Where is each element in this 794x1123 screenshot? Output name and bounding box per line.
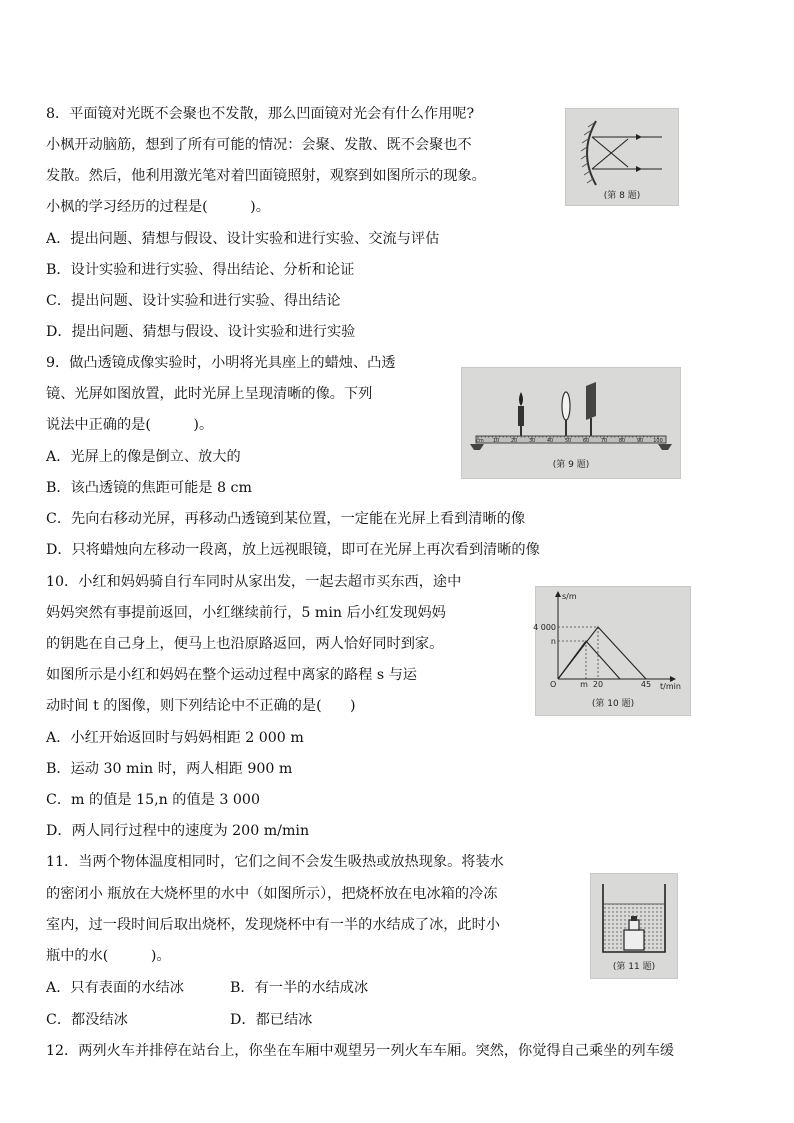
ruler-label-50: 50 — [564, 438, 572, 444]
q8-option-d: D．提出问题、猜想与假设、设计实验和进行实验 — [46, 324, 356, 340]
q9-line-1: 9．做凸透镜成像实验时，小明将光具座上的蜡烛、凸透 — [46, 355, 396, 371]
q9-figure-optical-bench — [461, 367, 681, 479]
q8-line-1: 8．平面镜对光既不会聚也不发散，那么凹面镜对光会有什么作用呢? — [46, 106, 475, 122]
q10-option-b: B．运动 30 min 时，两人相距 900 m — [46, 761, 293, 777]
candle-icon — [518, 392, 524, 436]
q9-option-d: D．只将蜡烛向左移动一段离，放上远视眼镜，即可在光屏上再次看到清晰的像 — [46, 542, 540, 558]
graph-y-tick-4000: 4 000 — [533, 623, 556, 632]
graph-x-tick-20: 20 — [592, 680, 604, 689]
q8-option-c: C．提出问题、设计实验和进行实验、得出结论 — [46, 293, 341, 309]
q9-line-2: 镜、光屏如图放置，此时光屏上呈现清晰的像。下列 — [46, 386, 373, 402]
ruler-label-80: 80 — [618, 438, 626, 444]
q8-line-2: 小枫开动脑筋，想到了所有可能的情况：会聚、发散、既不会聚也不 — [46, 137, 472, 153]
q10-line-4: 如图所示是小红和妈妈在整个运动过程中离家的路程 s 与运 — [46, 667, 417, 683]
ruler-label-30: 30 — [528, 438, 536, 444]
screen-icon — [586, 382, 596, 436]
q8-line-3: 发散。然后，他利用激光笔对着凹面镜照射，观察到如图所示的现象。 — [46, 168, 486, 184]
ruler-label-70: 70 — [600, 438, 608, 444]
q8-figure-caption: (第 8 题) — [603, 191, 641, 201]
graph-y-axis-label: s/m — [562, 592, 577, 601]
graph-x-tick-45: 45 — [640, 680, 652, 689]
q11-option-a: A．只有表面的水结冰 — [46, 980, 184, 996]
q8-figure-concave-mirror — [565, 108, 679, 206]
graph-origin: O — [550, 680, 557, 689]
q11-line-1: 11．当两个物体温度相同时，它们之间不会发生吸热或放热现象。将装水 — [46, 854, 504, 870]
graph-x-axis-label: t/min — [660, 682, 681, 691]
q11-option-d: D．都已结冰 — [230, 1012, 313, 1028]
q8-option-a: A．提出问题、猜想与假设、设计实验和进行实验、交流与评估 — [46, 231, 440, 247]
graph-y-tick-n: n — [550, 637, 556, 646]
q9-option-c: C．先向右移动光屏，再移动凸透镜到某位置，一定能在光屏上看到清晰的像 — [46, 511, 526, 527]
q11-option-c: C．都没结冰 — [46, 1012, 128, 1028]
ruler-label-10: 10 — [492, 438, 500, 444]
ruler-label-100: 100 — [653, 438, 663, 444]
q10-line-5: 动时间 t 的图像，则下列结论中不正确的是( ) — [46, 698, 356, 714]
q12-line-1: 12．两列火车并排停在站台上，你坐在车厢中观望另一列火车车厢。突然，你觉得自己乘坐的列车缓 — [46, 1043, 675, 1059]
q10-option-c: C．m 的值是 15,n 的值是 3 000 — [46, 792, 260, 808]
q9-option-b: B．该凸透镜的焦距可能是 8 cm — [46, 480, 252, 496]
q9-option-a: A．光屏上的像是倒立、放大的 — [46, 449, 241, 465]
q9-figure-caption: (第 9 题) — [552, 460, 590, 470]
ruler-label-40: 40 — [546, 438, 554, 444]
q10-line-2: 妈妈突然有事提前返回，小红继续前行，5 min 后小红发现妈妈 — [46, 605, 446, 621]
q9-line-3: 说法中正确的是( )。 — [46, 417, 214, 433]
ruler-label-60: 60 — [582, 438, 590, 444]
q10-option-d: D．两人同行过程中的速度为 200 m/min — [46, 823, 310, 839]
ruler-label-90: 90 — [636, 438, 644, 444]
q10-figure-caption: (第 10 题) — [591, 699, 635, 709]
ruler-label-20: 20 — [510, 438, 518, 444]
q8-option-b: B．设计实验和进行实验、得出结论、分析和论证 — [46, 262, 355, 278]
q11-option-b: B．有一半的水结成冰 — [230, 980, 369, 996]
q11-figure-beaker — [590, 873, 678, 979]
q10-line-3: 的钥匙在自己身上，便马上也沿原路返回，两人恰好同时到家。 — [46, 636, 444, 652]
q11-figure-caption: (第 11 题) — [612, 962, 656, 972]
lens-icon — [562, 392, 570, 436]
q10-line-1: 10．小红和妈妈骑自行车同时从家出发，一起去超市买东西，途中 — [46, 574, 462, 590]
q11-line-3: 室内，过一段时间后取出烧杯，发现烧杯中有一半的水结成了冰，此时小 — [46, 917, 501, 933]
q11-line-4: 瓶中的水( )。 — [46, 948, 171, 964]
ruler-label-cm: cm — [476, 438, 484, 444]
q11-line-2: 的密闭小 瓶放在大烧杯里的水中（如图所示），把烧杯放在电冰箱的冷冻 — [46, 886, 498, 902]
graph-x-tick-m: m — [580, 680, 588, 689]
q10-option-a: A．小红开始返回时与妈妈相距 2 000 m — [46, 730, 304, 746]
q8-line-4: 小枫的学习经历的过程是( )。 — [46, 199, 270, 215]
q10-figure-distance-time-graph — [535, 586, 691, 716]
